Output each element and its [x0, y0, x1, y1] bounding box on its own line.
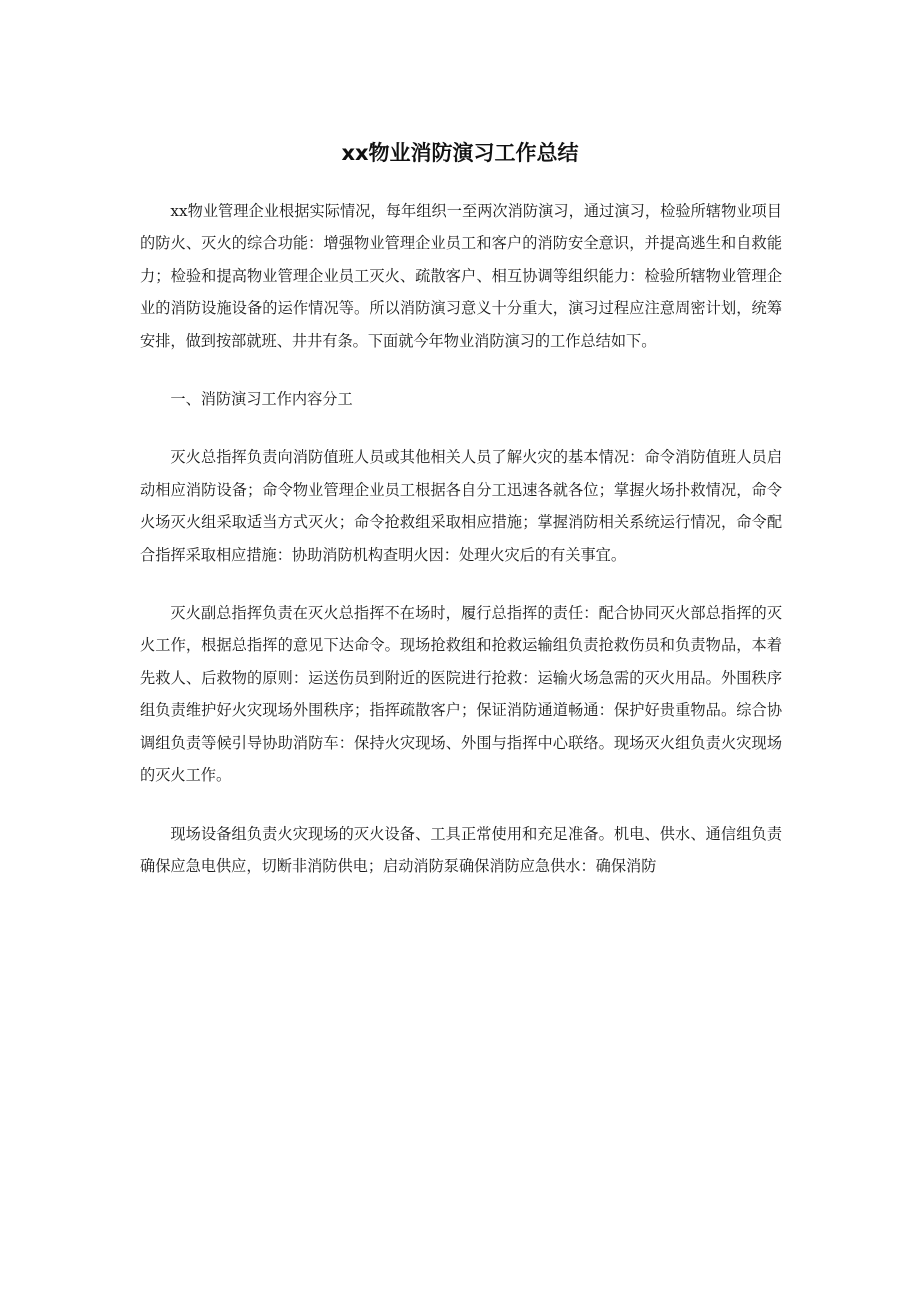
document-body: [140, 195, 782, 908]
document-title: xx物业消防演习工作总结: [341, 141, 579, 165]
commander-paragraph: 灭火总指挥负责向消防值班人员或其他相关人员了解火灾的基本情况：命令消防值班人员启动相应消防设备；命令物业管理企业员工根据各自分工迅速各就各位；掌握火场扑救情况，命令火场灭火组采取适当方式灭火；命令抢救组采取相应措施；掌握消防相关系统运行情况，命令配合指挥采取相应措施：协助消防机构查明火因：处理火灾后的有关事宜。: [140, 448, 782, 564]
equipment-paragraph: 现场设备组负责火灾现场的灭火设备、工具正常使用和充足准备。机电、供水、通信组负责确保应急电供应，切断非消防供电；启动消防泵确保消防应急供水：确保消防: [140, 824, 782, 875]
section-heading: 一、消防演习工作内容分工: [170, 390, 353, 409]
intro-paragraph: xx物业管理企业根据实际情况，每年组织一至两次消防演习，通过演习，检验所辖物业项目的防火、灭火的综合功能：增强物业管理企业员工和客户的消防安全意识，并提高逃生和自救能力；检验和提高物业管理企业员工灭火、疏散客户、相互协调等组织能力：检验所辖物业管理企业的消防设施设备的运作情况等。所以消防演习意义十分重大，演习过程应注意周密计划，统筹安排，做到按部就班、井井有条。下面就今年物业消防演习的工作总结如下。: [140, 202, 782, 350]
deputy-commander-paragraph: 灭火副总指挥负责在灭火总指挥不在场时，履行总指挥的责任：配合协同灭火部总指挥的灭火工作，根据总指挥的意见下达命令。现场抢救组和抢救运输组负责抢救伤员和负责物品，本着先救人、后救物的原则：运送伤员到附近的医院进行抢救：运输火场急需的灭火用品。外围秩序组负责维护好火灾现场外围秩序；指挥疏散客户；保证消防通道畅通：保护好贵重物品。综合协调组负责等候引导协助消防车：保持火灾现场、外围与指挥中心联络。现场灭火组负责火灾现场的灭火工作。: [140, 604, 782, 785]
